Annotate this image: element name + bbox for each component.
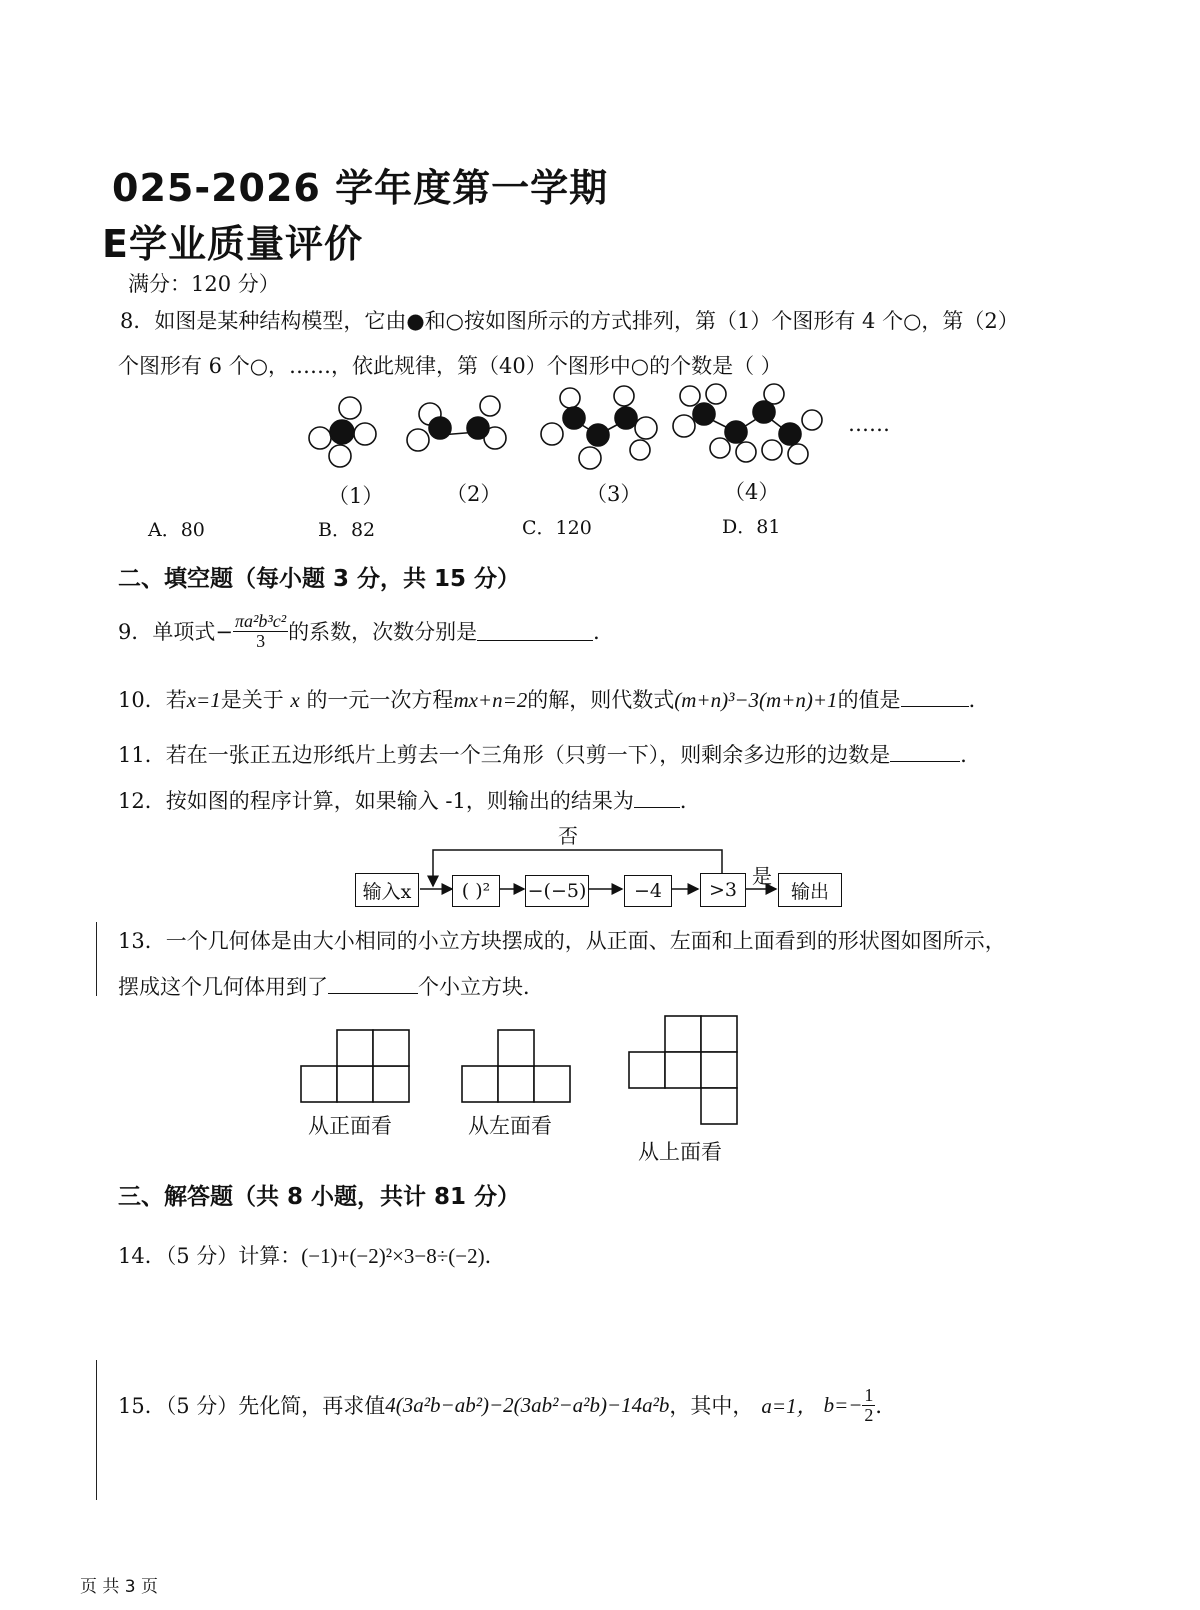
- q8-open-circle: [680, 386, 700, 406]
- q15-fraction: [862, 1386, 875, 1425]
- q8-solid-circle: [467, 417, 489, 439]
- q8-open-circle: [480, 396, 500, 416]
- section2-title: 二、填空题（每小题 3 分，共 15 分）: [118, 566, 521, 592]
- q15-expression: 4(3a²b−ab²)−2(3ab²−a²b)−14a²b: [385, 1392, 670, 1417]
- q8-option-b: B．82: [318, 519, 376, 541]
- q13-view-cell: [701, 1016, 737, 1052]
- q13-view-cell: [373, 1030, 409, 1066]
- q13-line2: [118, 971, 544, 1001]
- q8-text-line2: 个图形有 6 个○，……，依此规律，第（40）个图形中○的个数是（ ）: [118, 354, 782, 378]
- q8-solid-circle: [587, 424, 609, 446]
- q13-three-views: [295, 1010, 755, 1125]
- q8-open-circle: [329, 445, 351, 467]
- section3-title: 三、解答题（共 8 小题，共计 81 分）: [118, 1184, 521, 1210]
- q13-view-cell: [301, 1066, 337, 1102]
- margin-mark: [96, 1360, 97, 1500]
- q8-open-circle: [710, 438, 730, 458]
- q8-option-c: C．120: [522, 517, 592, 539]
- q8-figure-label-2: （2）: [446, 482, 502, 506]
- q10-part2: x=1: [186, 688, 221, 712]
- q12-end: ．: [679, 789, 701, 813]
- q12-flow-condition-box: >3: [700, 873, 746, 907]
- q13-front-view-label: 从正面看: [308, 1114, 392, 1138]
- q9-fraction-numerator: πa²b³c²: [234, 611, 287, 631]
- q10-answer-blank[interactable]: [901, 688, 969, 707]
- q8-figure-label-4: （4）: [724, 480, 780, 504]
- q8-ellipsis: ……: [848, 412, 890, 436]
- q13-view-cell: [498, 1030, 534, 1066]
- q8-option-a: A．80: [148, 519, 205, 541]
- q9-fraction-denominator: 3: [256, 630, 266, 651]
- q8-text-line1: 8．如图是某种结构模型，它由●和○按如图所示的方式排列，第（1）个图形有 4 个○，第（2）: [120, 309, 1019, 333]
- q8-open-circle: [309, 427, 331, 449]
- q9-fraction: [233, 612, 288, 651]
- q8-open-circle: [630, 440, 650, 460]
- q12-no-label: 否: [558, 824, 578, 848]
- q12-answer-blank[interactable]: [634, 789, 680, 808]
- q8-figure-label-3: （3）: [586, 482, 642, 506]
- page-footer: 页 共 3 页: [80, 1577, 159, 1597]
- q12-flow-square-box: ( )²: [452, 875, 500, 907]
- q15-cond-b: b=−: [823, 1392, 863, 1417]
- q11-answer-blank[interactable]: [890, 743, 960, 762]
- q10-part3: 是关于: [220, 688, 284, 712]
- q8-solid-circle: [779, 423, 801, 445]
- q8-open-circle: [673, 415, 695, 437]
- q14-line: [118, 1240, 506, 1270]
- q13-view-cell: [701, 1052, 737, 1088]
- q9-prefix: 9．单项式−: [118, 620, 233, 645]
- q13-view-cell: [665, 1052, 701, 1088]
- q8-open-circle: [614, 386, 634, 406]
- q11-text: 11．若在一张正五边形纸片上剪去一个三角形（只剪一下），则剩余多边形的边数是: [118, 743, 891, 767]
- q9-suffix: 的系数，次数分别是: [288, 620, 478, 645]
- q8-open-circle: [706, 384, 726, 404]
- q8-open-circle: [762, 440, 782, 460]
- q8-solid-circle: [615, 407, 637, 429]
- q8-open-circle: [339, 397, 361, 419]
- q10-part9: 的值是: [837, 688, 901, 712]
- margin-mark: [96, 922, 97, 996]
- q11-end: ．: [960, 743, 982, 767]
- q15-fraction-numerator: 1: [864, 1385, 874, 1405]
- q13-text-line2b: 个小立方块．: [418, 975, 544, 999]
- q13-view-cell: [665, 1016, 701, 1052]
- header-title-line2: E学业质量评价: [102, 222, 363, 266]
- q15-label: 15．（5 分）先化简，再求值: [118, 1394, 386, 1419]
- q13-view-cell: [337, 1030, 373, 1066]
- q10-part8: (m+n)³−3(m+n)+1: [674, 688, 838, 712]
- q15-end: ．: [875, 1394, 897, 1419]
- q8-molecule-figures: [290, 380, 910, 475]
- q8-open-circle: [407, 429, 429, 451]
- q10-part6: mx+n=2: [453, 688, 528, 712]
- q10-line: [118, 684, 990, 714]
- q15-fraction-denominator: 2: [864, 1404, 874, 1425]
- q9-answer-blank[interactable]: [477, 622, 593, 641]
- q12-flow-minus4-box: −4: [624, 875, 672, 907]
- q11-line: [118, 739, 981, 769]
- q13-view-cell: [337, 1066, 373, 1102]
- q12-line: [118, 785, 701, 815]
- q8-open-circle: [736, 442, 756, 462]
- q8-figure-label-1: （1）: [328, 484, 384, 508]
- q8-solid-circle: [330, 420, 354, 444]
- q12-text: 12．按如图的程序计算，如果输入 -1，则输出的结果为: [118, 789, 634, 813]
- q13-view-cell: [629, 1052, 665, 1088]
- q8-solid-circle: [429, 417, 451, 439]
- q8-open-circle: [579, 447, 601, 469]
- q15-mid: ，其中，: [669, 1394, 754, 1419]
- q13-view-cell: [701, 1088, 737, 1124]
- q8-open-circle: [802, 410, 822, 430]
- q14-expression: (−1)+(−2)²×3−8÷(−2)．: [301, 1244, 506, 1268]
- q9-line: [118, 612, 614, 651]
- q13-text-line2a: 摆成这个几何体用到了: [118, 975, 328, 999]
- q8-solid-circle: [693, 403, 715, 425]
- q8-option-d: D．81: [722, 516, 781, 538]
- q8-open-circle: [788, 444, 808, 464]
- q8-open-circle: [560, 388, 580, 408]
- q12-flow-output-box: 输出: [778, 873, 842, 907]
- q13-left-view-label: 从左面看: [468, 1114, 552, 1138]
- q10-part5: 的一元一次方程: [306, 688, 454, 712]
- q10-part4: x: [290, 688, 300, 712]
- q9-end: ．: [593, 620, 615, 645]
- q8-open-circle: [541, 423, 563, 445]
- q8-solid-circle: [563, 407, 585, 429]
- header-title-line1: 025-2026 学年度第一学期: [112, 166, 609, 210]
- q10-end: ．: [968, 688, 990, 712]
- q13-view-cell: [462, 1066, 498, 1102]
- q13-answer-blank[interactable]: [328, 975, 418, 994]
- q13-view-cell: [534, 1066, 570, 1102]
- q13-text-line1: 13．一个几何体是由大小相同的小立方块摆成的，从正面、左面和上面看到的形状图如图所示，: [118, 929, 1006, 953]
- q12-flow-plus5-box: −(−5): [525, 875, 589, 907]
- q8-solid-circle: [753, 401, 775, 423]
- q12-flow-input-box: 输入x: [355, 873, 419, 907]
- q10-part1: 10．若: [118, 688, 187, 712]
- q13-view-cell: [498, 1066, 534, 1102]
- q12-yes-label: 是: [752, 864, 772, 888]
- q14-label: 14．（5 分）计算：: [118, 1244, 302, 1268]
- q10-part7: 的解，则代数式: [527, 688, 675, 712]
- score-note: 满分：120 分）: [128, 272, 280, 296]
- q8-open-circle: [354, 423, 376, 445]
- q15-cond-a: a=1，: [761, 1394, 818, 1419]
- q8-solid-circle: [725, 421, 747, 443]
- q15-line: [118, 1386, 896, 1425]
- q13-view-cell: [373, 1066, 409, 1102]
- q13-top-view-label: 从上面看: [638, 1140, 722, 1164]
- q8-open-circle: [635, 417, 657, 439]
